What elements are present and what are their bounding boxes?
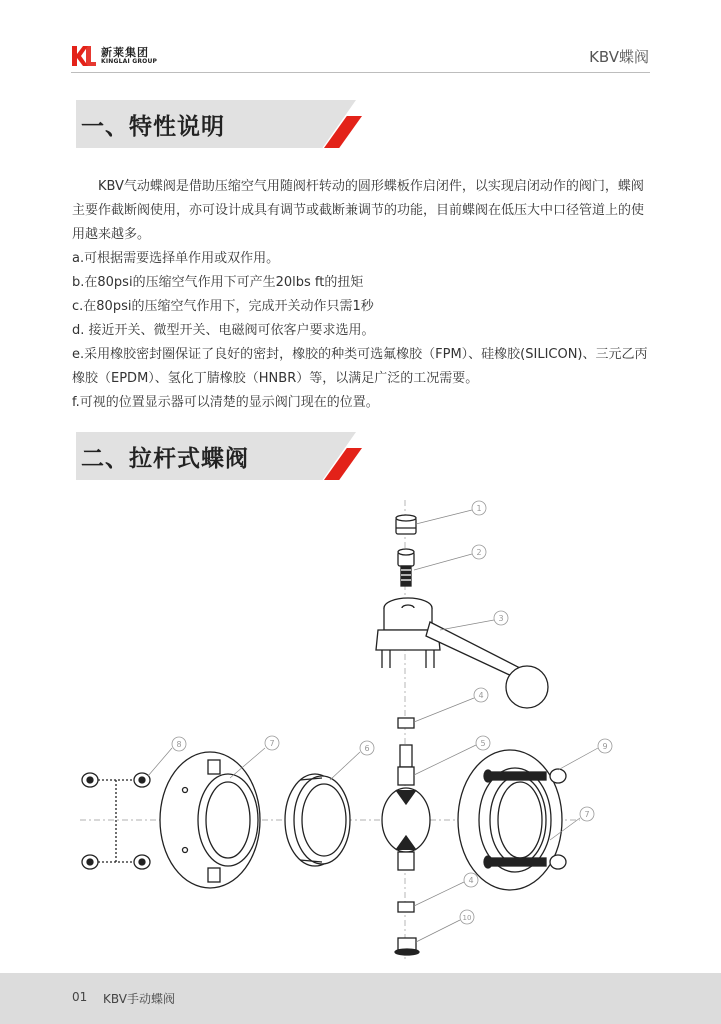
exploded-valve-diagram <box>60 490 660 965</box>
callout-label: 7 <box>584 810 590 819</box>
callout-label: 7 <box>269 739 275 748</box>
part-stem-disc <box>382 745 430 870</box>
feature-item: d. 接近开关、微型开关、电磁阀可依客户要求选用。 <box>72 323 375 338</box>
part-bolt <box>398 549 414 586</box>
kl-logo-icon <box>71 44 97 68</box>
callout-label: 5 <box>480 739 486 748</box>
footer-title: KBV手动蝶阀 <box>103 992 175 1006</box>
part-bushing-lower <box>398 902 414 912</box>
page-header <box>0 0 721 75</box>
callout-label: 1 <box>476 504 482 513</box>
callout-label: 8 <box>176 740 182 749</box>
part-nuts <box>82 773 150 869</box>
callout-label: 10 <box>462 914 472 922</box>
features-intro: KBV气动蝶阀是借助压缩空气用随阀杆转动的圆形蝶板作启闭件，以实现启闭动作的阀门，蝶阀主要作截断阀使用，亦可设计成具有调节或截断兼调节的功能，目前蝶阀在低压大中口径管道上的使用越来越多。 <box>72 179 645 242</box>
part-cap <box>396 515 416 534</box>
header-title: KBV蝶阀 <box>589 48 649 66</box>
section-title: 一、特性说明 <box>81 114 225 140</box>
section-heading-lever-valve <box>76 432 366 480</box>
part-bushing-upper <box>398 718 414 728</box>
part-flange-left <box>160 752 260 888</box>
part-gasket <box>285 774 350 866</box>
part-bottom-cap <box>395 938 419 955</box>
feature-item: b.在80psi的压缩空气作用下可产生20lbs ft的扭矩 <box>72 275 364 290</box>
feature-item: e.采用橡胶密封圈保证了良好的密封，橡胶的种类可选氟橡胶（FPM）、硅橡胶(SILICON)、三元乙丙橡胶（EPDM）、氢化丁腈橡胶（HNBR）等，以满足广泛的工况需要。 <box>72 347 648 386</box>
page-number: 01 <box>72 990 88 1004</box>
page-footer <box>0 973 721 1024</box>
callout-label: 3 <box>498 614 504 623</box>
callout-label: 4 <box>468 876 474 885</box>
section-heading-features <box>76 100 366 148</box>
feature-item: a.可根据需要选择单作用或双作用。 <box>72 251 280 266</box>
header-divider <box>71 72 650 73</box>
callout-label: 2 <box>476 548 482 557</box>
part-flange-right <box>458 750 562 890</box>
logo-english-name: KINGLAI GROUP <box>101 58 158 65</box>
features-text <box>72 175 652 415</box>
part-handle <box>376 598 548 708</box>
callout-label: 9 <box>602 742 608 751</box>
feature-item: f.可视的位置显示器可以清楚的显示阀门现在的位置。 <box>72 395 379 410</box>
company-logo <box>71 41 157 71</box>
section-title: 二、拉杆式蝶阀 <box>81 446 249 472</box>
feature-item: c.在80psi的压缩空气作用下，完成开关动作只需1秒 <box>72 299 374 314</box>
callout-label: 4 <box>478 691 484 700</box>
logo-chinese-name: 新莱集团 <box>101 46 149 59</box>
callout-label: 6 <box>364 744 370 753</box>
